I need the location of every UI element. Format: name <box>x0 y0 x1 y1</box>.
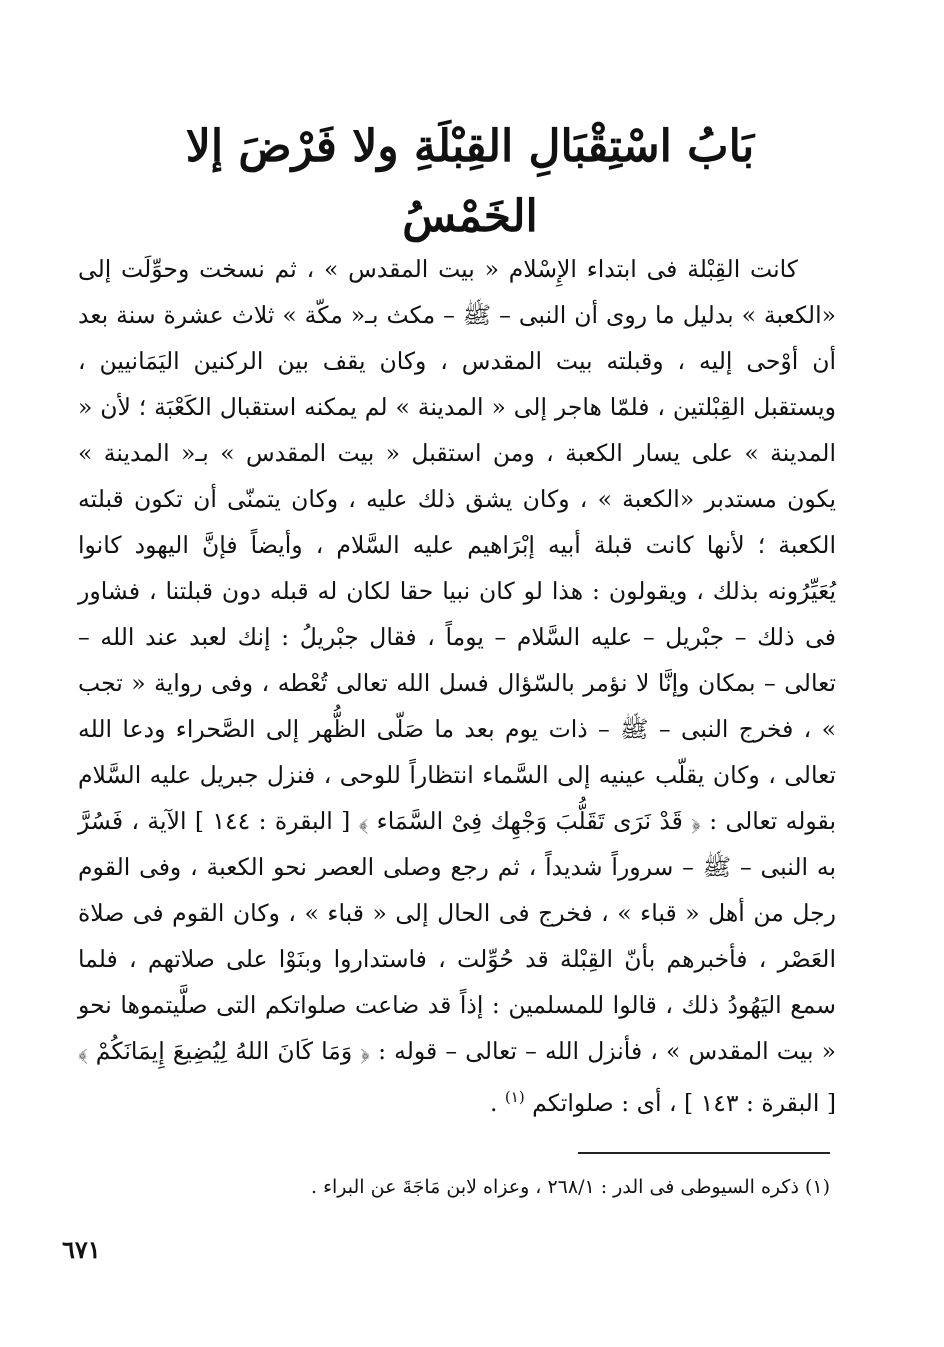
footnote-reference: (١) <box>504 1088 525 1106</box>
chapter-title: بَابُ اسْتِقْبَالِ القِبْلَةِ ولا فَرْضَ إلا الخَمْسُ <box>185 121 755 242</box>
body-text <box>78 246 836 1126</box>
footnote-divider <box>578 1152 830 1154</box>
body-paragraph <box>78 246 836 1126</box>
footnote: (١) ذكره السيوطى فى الدر : ٢٦٨/١ ، وعزاه لابن مَاجَةَ عن البراء . <box>311 1176 830 1198</box>
body-paragraph-text: كانت القِبْلة فى ابتداء الإِسْلام « بيت المقدس » ، ثم نسخت وحوِّلَت إلى «الكعبة » بدليل ما روى أن النبى – ﷺ – مكث بـ« مكّة » ثلاث عشرة سنة بعد أن أوْحى إليه ، وقبلته بيت المقدس ، وكان يقف بين الركنين اليَمَانيين ، ويستقبل القِبْلتين ، فلمّا هاجر إلى « المدينة » لم يمكنه استقبال الكَعْبَة ؛ لأن « المدينة » على يسار الكعبة ، ومن استقبل « بيت المقدس » بـ« المدينة » يكون مستدبر «الكعبة » ، وكان يشق ذلك عليه ، وكان يتمنّى أن تكون قبلته الكعبة ؛ لأنها كانت قبلة أبيه إبْرَاهيم عليه السَّلام ، وأيضاً فإنَّ اليهود كانوا يُعَيِّرُونه بذلك ، ويقولون : هذا لو كان نبيا حقا لكان له قبله دون قبلتنا ، فشاور فى ذلك – جبْريل – عليه السَّلام – يوماً ، فقال جبْريلُ : إنك لعبد عند الله – تعالى – بمكان وإنَّا لا نؤمر بالسّؤال فسل الله تعالى تُعْطه ، وفى رواية « تجب » ، فخرج النبى – ﷺ – ذات يوم بعد ما صَلّى الظُّهر إلى الصَّحراء ودعا الله تعالى ، وكان يقلّب عينيه إلى السَّماء انتظاراً للوحى ، فنزل جبريل عليه السَّلام بقوله تعالى : ﴿ قَدْ نَرَى تَقَلُّبَ وَجْهِك فِىْ السَّمَاء ﴾ [ البقرة : ١٤٤ ] الآية ، فَسُرَّ به النبى – ﷺ – سروراً شديداً ، ثم رجع وصلى العصر نحو الكعبة ، وفى القوم رجل من أهل « قباء » ، فخرج فى الحال إلى « قباء » ، وكان القوم فى صلاة العَصْر ، فأخبرهم بأنّ القِبْلة قد حُوِّلت ، فاستداروا وبنَوْا على صلاتهم ، فلما سمع اليَهُودُ ذلك ، قالوا للمسلمين : إذاً قد ضاعت صلواتكم التى صلَّيتموها نحو « بيت المقدس » ، فأنزل الله – تعالى – قوله : ﴿ وَمَا كَانَ اللهُ لِيُضِيعَ إِيمَانَكُمْ ﴾ [ البقرة : ١٤٣ ] ، أى : صلواتكم <box>78 255 836 1117</box>
body-paragraph-end: . <box>489 1088 505 1117</box>
page-number: ٦٧١ <box>62 1235 101 1264</box>
